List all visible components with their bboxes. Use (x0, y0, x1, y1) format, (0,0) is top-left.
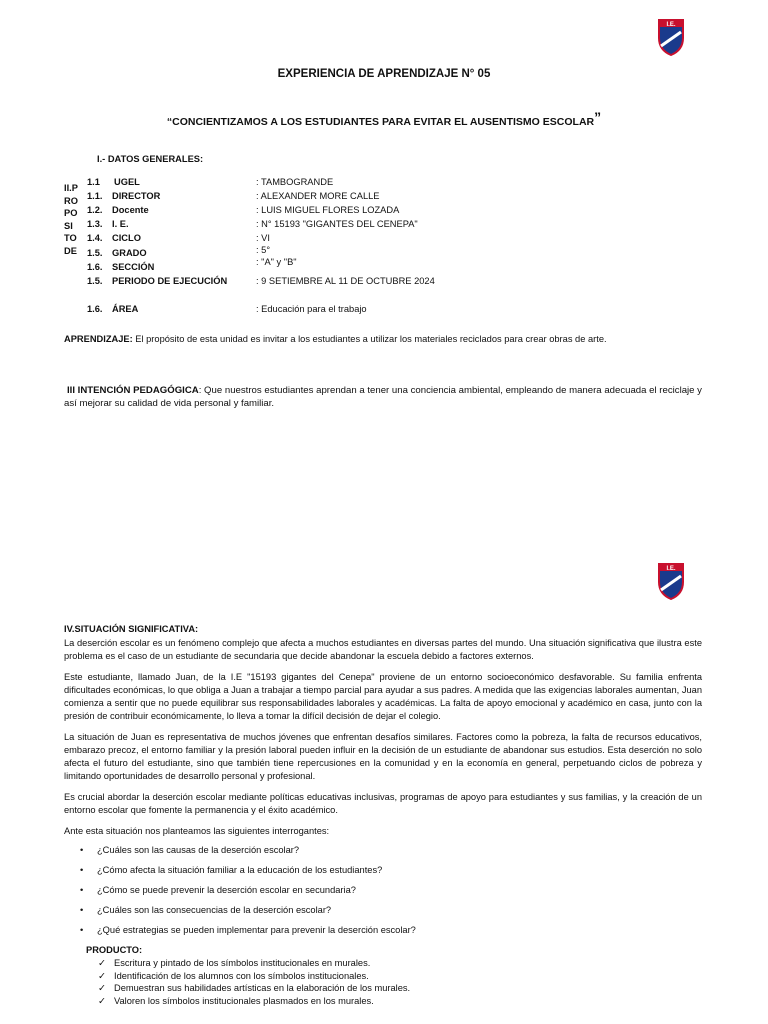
school-crest-logo (656, 16, 686, 56)
datos-row (0, 245, 768, 262)
unit-subtitle (0, 109, 768, 128)
question-item (80, 845, 299, 855)
row-number: 1.2. (87, 205, 103, 215)
row-number: 1.6. (87, 304, 103, 314)
bullet-icon: • (80, 885, 84, 895)
situacion-paragraph: Ante esta situación nos planteamos las siguientes interrogantes: (64, 826, 330, 836)
producto-text: Demuestran sus habilidades artísticas en la elaboración de los murales. (114, 983, 411, 993)
datos-row (0, 304, 768, 318)
producto-heading: PRODUCTO: (86, 945, 143, 955)
datos-row (0, 219, 768, 233)
question-item (80, 885, 356, 895)
datos-row (0, 191, 768, 205)
row-label: UGEL (114, 177, 140, 187)
row-number: 1.1 (87, 177, 100, 187)
crest-text: I.E. (666, 22, 676, 28)
producto-item (98, 995, 374, 1008)
datos-row (0, 205, 768, 219)
row-number: 1.1. (87, 191, 103, 201)
row-value: : LUIS MIGUEL FLORES LOZADA (256, 205, 400, 215)
row-label: SECCIÓN (112, 262, 155, 272)
bullet-icon: • (80, 905, 84, 915)
situacion-body (64, 637, 702, 846)
intencion-paragraph (64, 384, 702, 410)
situacion-paragraph: Es crucial abordar la deserción escolar mediante políticas educativas inclusivas, programas de apoyo para estudiantes y sus familias, y la creación de un entorno escolar que fomente la permanencia y el éxito académico. (64, 792, 702, 815)
aprendizaje-label: APRENDIZAJE: (64, 334, 133, 344)
producto-text: Valoren los símbolos institucionales plasmados en los murales. (114, 995, 374, 1006)
situacion-heading: IV.SITUACIÓN SIGNIFICATIVA: (64, 624, 199, 634)
row-number: 1.4. (87, 233, 103, 243)
bullet-icon: • (80, 865, 84, 875)
situacion-paragraph: La deserción escolar es un fenómeno complejo que afecta a muchos estudiantes en diversas partes del mundo. Una situación significativa que ilustra este problema es el caso de un estudiante de secundaria que decide abandonar la escuela debido a factores externos. (64, 638, 702, 661)
datos-row (0, 233, 768, 247)
question-text: ¿Cuáles son las consecuencias de la deserción escolar? (97, 905, 332, 915)
unit-subtitle-close-quote: ” (594, 109, 602, 125)
row-label: I. E. (112, 219, 129, 229)
row-label: ÁREA (112, 304, 139, 314)
bullet-icon: • (80, 845, 84, 855)
row-value: : ALEXANDER MORE CALLE (256, 191, 380, 201)
row-value: : 5° (256, 245, 271, 255)
aprendizaje-text: El propósito de esta unidad es invitar a los estudiantes a utilizar los materiales reciclados para crear obras de arte. (132, 334, 607, 344)
row-number: 1.3. (87, 219, 103, 229)
bullet-icon: • (80, 925, 84, 935)
row-value: : N° 15193 "GIGANTES DEL CENEPA" (256, 219, 418, 229)
row-value: : Educación para el trabajo (256, 304, 367, 314)
question-item (80, 865, 382, 875)
aprendizaje-line (64, 334, 704, 344)
proposito-side-label: II.PROPOSITO DE (64, 183, 78, 256)
question-text: ¿Cuáles son las causas de la deserción escolar? (97, 845, 300, 855)
question-text: ¿Cómo afecta la situación familiar a la educación de los estudiantes? (97, 865, 383, 875)
row-label: CICLO (112, 233, 141, 243)
row-label: Docente (112, 205, 149, 215)
row-value: : TAMBOGRANDE (256, 177, 334, 187)
row-value: : VI (256, 233, 270, 243)
row-number: 1.5. (87, 276, 103, 286)
question-item (80, 905, 331, 915)
row-number: 1.6. (87, 262, 103, 272)
row-number: 1.5. (87, 248, 103, 258)
producto-text: Escritura y pintado de los símbolos institucionales en murales. (114, 958, 371, 968)
datos-row (0, 276, 768, 290)
crest-text: I.E. (666, 566, 676, 572)
producto-item (98, 970, 369, 983)
question-item (80, 925, 416, 935)
situacion-paragraph: La situación de Juan es representativa de muchos jóvenes que enfrentan desafíos similares. Factores como la pobreza, la falta de recursos educativos, embarazo precoz, el entorno familiar y la presión laboral pueden influir en la decisión de un estudiante de abandonar sus estudios. Esta deserción no solo afecta el futuro del estudiante, sino que también tiene repercusiones en la comunidad y en la economía en general, perpetuando ciclos de pobreza y limitando oportunidades de desarrollo personal y profesional. (64, 732, 702, 781)
datos-generales-heading: I.- DATOS GENERALES: (97, 154, 204, 164)
row-label: PERIODO DE EJECUCIÓN (112, 276, 228, 286)
question-text: ¿Qué estrategias se pueden implementar para prevenir la deserción escolar? (97, 925, 416, 935)
page-title: EXPERIENCIA DE APRENDIZAJE N° 05 (277, 68, 491, 80)
row-value: : "A" y "B" (256, 257, 297, 267)
row-label: DIRECTOR (112, 191, 161, 201)
question-text: ¿Cómo se puede prevenir la deserción escolar en secundaria? (97, 885, 356, 895)
datos-row (0, 257, 768, 276)
producto-item (98, 982, 410, 995)
producto-item (98, 957, 370, 970)
checkmark-icon: ✓ (98, 995, 106, 1006)
intencion-text: : Que nuestros estudiantes aprendan a tener una conciencia ambiental, empleando de manera adecuada el reciclaje y así mejorar su calidad de vida personal y familiar. (64, 385, 702, 409)
checkmark-icon: ✓ (98, 970, 106, 981)
checkmark-icon: ✓ (98, 983, 106, 993)
checkmark-icon: ✓ (98, 958, 106, 968)
intencion-label: III INTENCIÓN PEDAGÓGICA (67, 385, 199, 396)
situacion-paragraph: Este estudiante, llamado Juan, de la I.E "15193 gigantes del Cenepa" proviene de un entorno socioeconómico desfavorable. Su familia enfrenta dificultades económicas, lo que obliga a Juan a trabajar a tiempo parcial para ayudar a sus padres. A medida que las exigencias laborales aumentan, Juan comienza a sentir que no puede equilibrar sus responsabilidades laborales y académicas. La falta de apoyo emocional y académico en casa, junto con la presión de contribuir económicamente, lo lleva a tomar la difícil decisión de dejar el colegio. (64, 672, 702, 721)
producto-text: Identificación de los alumnos con los símbolos institucionales. (114, 970, 369, 981)
school-crest-logo (656, 560, 686, 600)
row-label: GRADO (112, 248, 147, 258)
unit-subtitle-text: “CONCIENTIZAMOS A LOS ESTUDIANTES PARA EVITAR EL AUSENTISMO ESCOLAR (166, 116, 595, 128)
row-value: : 9 SETIEMBRE AL 11 DE OCTUBRE 2024 (256, 276, 435, 286)
datos-row (0, 177, 768, 191)
